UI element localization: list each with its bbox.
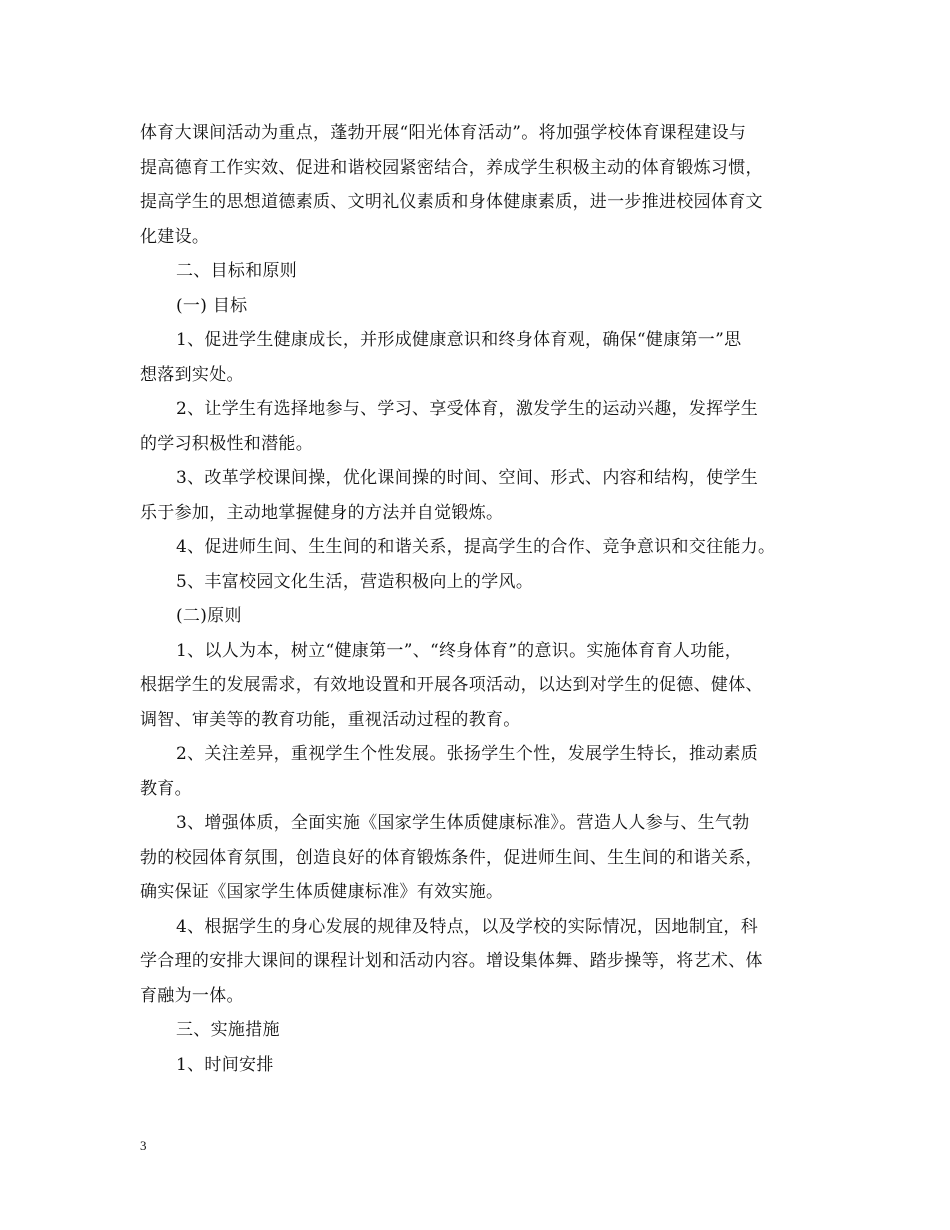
paragraph-line: 育融为一体。 [140,985,244,1006]
paragraph-line: 2、让学生有选择地参与、学习、享受体育，激发学生的运动兴趣，发挥学生 [176,399,759,419]
page-number: 3 [140,1138,147,1153]
subsection-heading: 1、时间安排 [176,1054,274,1075]
section-heading: 三、实施措施 [176,1020,280,1040]
paragraph-line: 提高德育工作实效、促进和谐校园紧密结合，养成学生积极主动的体育锻炼习惯， [140,157,763,178]
paragraph-line: 5、丰富校园文化生活，营造积极向上的学风。 [176,571,534,592]
paragraph-line: 体育大课间活动为重点，蓬勃开展“阳光体育活动”。将加强学校体育课程建设与 [140,123,747,143]
paragraph-line: 化建设。 [140,226,210,247]
paragraph-line: 学合理的安排大课间的课程计划和活动内容。增设集体舞、踏步操等，将艺术、体 [140,951,763,971]
paragraph-line: 勃的校园体育氛围，创造良好的体育锻炼条件，促进师生间、生生间的和谐关系， [140,847,763,868]
paragraph-line: 4、根据学生的身心发展的规律及特点，以及学校的实际情况，因地制宜，科 [176,916,759,937]
paragraph-line: 4、促进师生间、生生间的和谐关系，提高学生的合作、竞争意识和交往能力。 [176,537,776,557]
paragraph-line: 3、改革学校课间操，优化课间操的时间、空间、形式、内容和结构，使学生 [176,468,759,488]
paragraph-line: 确实保证《国家学生体质健康标准》有效实施。 [140,882,504,902]
document-body [140,116,820,1082]
paragraph-line: 想落到实处。 [140,364,244,385]
subsection-heading: (一) 目标 [176,295,248,316]
subsection-heading: (二)原则 [176,606,242,626]
paragraph-line: 乐于参加，主动地掌握健身的方法并自觉锻炼。 [140,502,504,523]
paragraph-line: 教育。 [140,778,192,799]
paragraph-line: 2、关注差异，重视学生个性发展。张扬学生个性，发展学生特长，推动素质 [176,744,759,764]
paragraph-line: 的学习积极性和潜能。 [140,433,313,454]
paragraph-line: 3、增强体质，全面实施《国家学生体质健康标准》。营造人人参与、生气勃 [176,813,750,833]
section-heading: 二、目标和原则 [176,261,298,281]
paragraph-line: 提高学生的思想道德素质、文明礼仪素质和身体健康素质，进一步推进校园体育文 [140,192,763,212]
paragraph-line: 1、促进学生健康成长，并形成健康意识和终身体育观，确保“健康第一”思 [176,330,742,350]
paragraph-line: 1、以人为本，树立“健康第一”、“终身体育”的意识。实施体育育人功能， [176,640,743,661]
paragraph-line: 调智、审美等的教育功能，重视活动过程的教育。 [140,709,521,730]
paragraph-line: 根据学生的发展需求，有效地设置和开展各项活动，以达到对学生的促德、健体、 [140,675,763,695]
